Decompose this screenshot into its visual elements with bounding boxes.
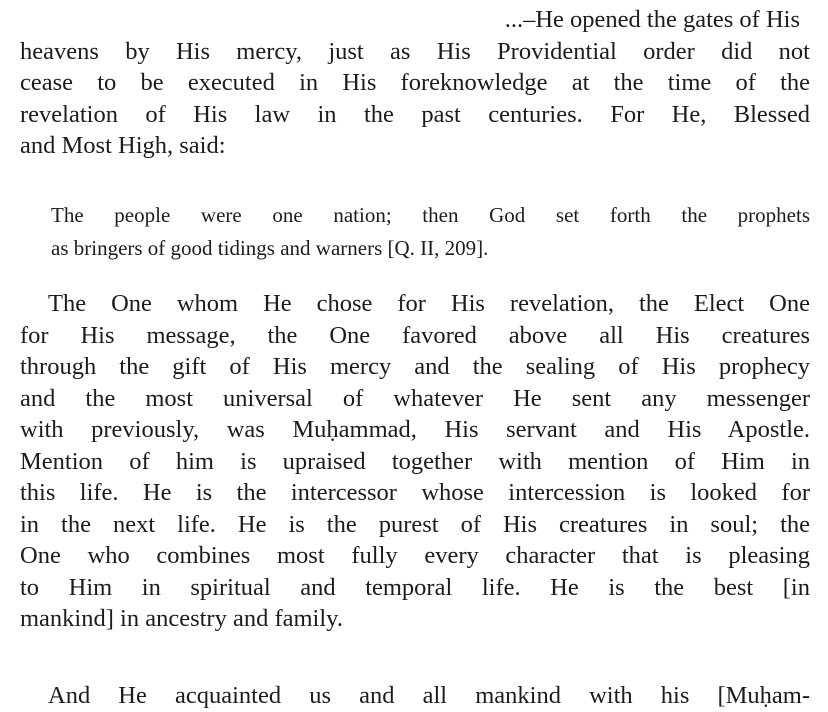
paragraph-opening <box>20 4 810 162</box>
text-line: ...–He opened the gates of His <box>504 6 800 33</box>
text-line: for His message, the One favored above all His creatures <box>20 321 810 349</box>
text-line: this life. He is the intercessor whose intercession is looked for <box>20 479 810 506</box>
text-line: in the next life. He is the purest of His creatures in soul; the <box>20 510 810 538</box>
text-line: Mention of him is upraised together with mention of Him in <box>20 447 810 475</box>
paragraph-elect-one <box>20 288 810 635</box>
text-line: and the most universal of whatever He sent any messenger <box>20 384 810 412</box>
quote-line: as bringers of good tidings and warners [Q. II, 209]. <box>51 236 489 260</box>
text-line: to Him in spiritual and temporal life. He is the best [in <box>20 573 810 601</box>
text-line: with previously, was Muḥammad, His servant and His Apostle. <box>20 416 810 443</box>
text-line: The One whom He chose for His revelation, the Elect One <box>48 290 810 317</box>
paragraph-acquainted <box>20 680 810 712</box>
block-quotation <box>51 199 810 265</box>
text-line: cease to be executed in His foreknowledge at the time of the <box>20 69 810 96</box>
quote-line: The people were one nation; then God set forth the prophets <box>51 203 810 227</box>
text-line: revelation of His law in the past centuries. For He, Blessed <box>20 100 810 128</box>
text-line: heavens by His mercy, just as His Providential order did not <box>20 37 810 65</box>
text-line: One who combines most fully every character that is pleasing <box>20 542 810 569</box>
text-line: mankind] in ancestry and family. <box>20 605 343 632</box>
text-line: And He acquainted us and all mankind with his [Muḥam- <box>48 682 810 709</box>
text-line: and Most High, said: <box>20 132 226 159</box>
text-line: through the gift of His mercy and the sealing of His prophecy <box>20 353 810 380</box>
